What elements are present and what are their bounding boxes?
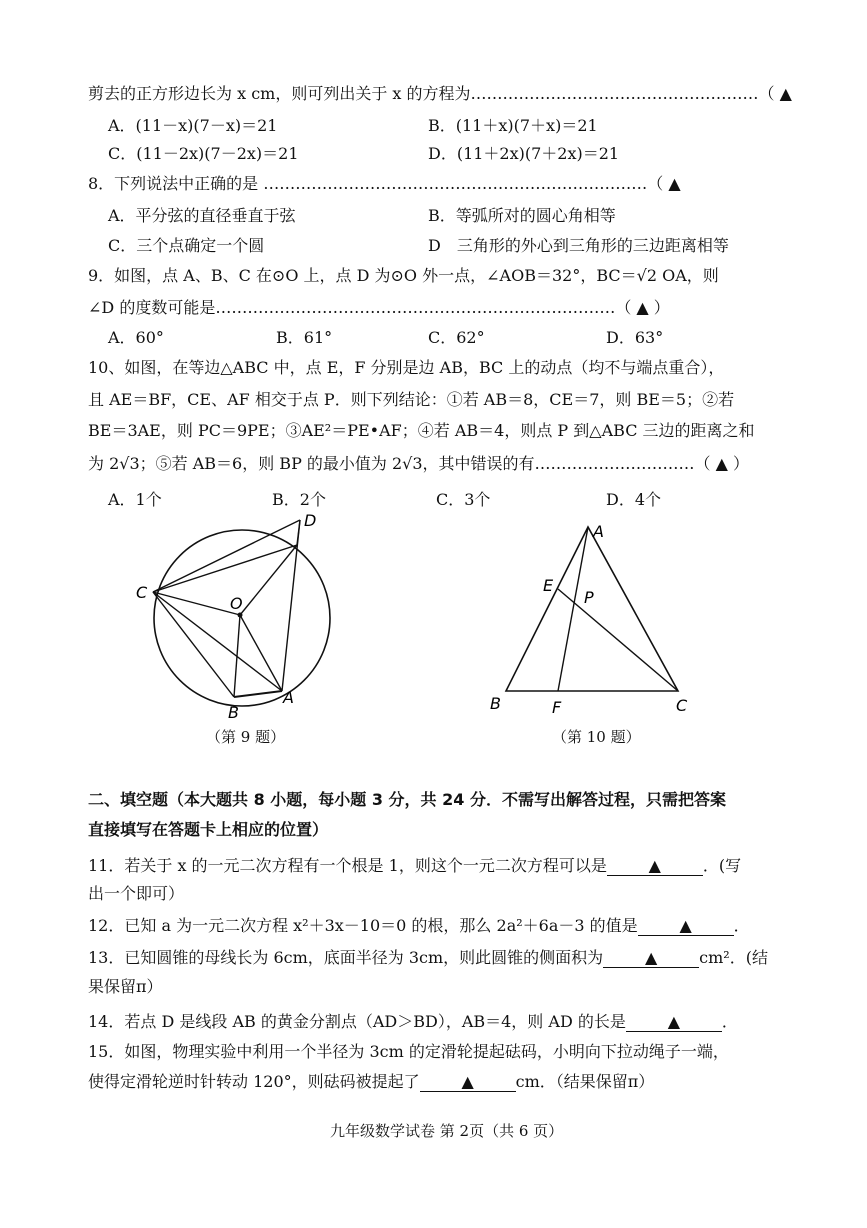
q11-line2: 出一个即可） bbox=[88, 884, 185, 903]
section-2-heading-line2: 直接填写在答题卡上相应的位置） bbox=[88, 820, 329, 839]
label-e: E bbox=[543, 576, 554, 595]
q13-text: 13．已知圆锥的母线长为 6cm，底面半径为 3cm，则此圆锥的侧面积为 bbox=[88, 948, 604, 967]
triangle-abc bbox=[506, 527, 678, 691]
q14 bbox=[88, 1012, 738, 1032]
q7-option-b: B．(11＋x)(7＋x)＝21 bbox=[428, 116, 598, 135]
q8-option-c: C．三个点确定一个圆 bbox=[108, 236, 265, 255]
q11-tail: ．(写 bbox=[702, 856, 742, 875]
label-b: B bbox=[228, 703, 239, 722]
figure-9-caption: （第 9 题） bbox=[206, 728, 286, 746]
q13-line2: 果保留π） bbox=[88, 977, 163, 996]
q13-answer-blank[interactable]: ▲ bbox=[603, 948, 699, 968]
q15-answer-blank[interactable]: ▲ bbox=[420, 1072, 516, 1092]
segment-co bbox=[153, 592, 240, 615]
segment-oa bbox=[240, 615, 282, 691]
segment-o-top bbox=[240, 545, 297, 615]
q7-stem: 剪去的正方形边长为 x cm，则可列出关于 x 的方程为………………………………………………（ ▲ bbox=[88, 84, 792, 103]
q12-tail: ． bbox=[733, 916, 750, 935]
q9-line2: ∠D 的度数可能是…………………………………………………………………（ ▲ ） bbox=[88, 298, 670, 317]
segment-af bbox=[558, 527, 588, 691]
q10-line3: BE＝3AE，则 PC＝9PE；③AE²＝PE•AF；④若 AB＝4，则点 P 到△ABC 三边的距离之和 bbox=[88, 421, 755, 440]
q15-line1: 15．如图，物理实验中利用一个半径为 3cm 的定滑轮提起砝码，小明向下拉动绳子一端， bbox=[88, 1042, 729, 1061]
label-a: A bbox=[283, 688, 294, 707]
q10-line2: 且 AE＝BF，CE、AF 相交于点 P．则下列结论：①若 AB＝8，CE＝7，则 BE＝5；②若 bbox=[88, 390, 735, 409]
label-f: F bbox=[552, 698, 562, 717]
label-p: P bbox=[584, 588, 594, 607]
q10-option-b: B．2个 bbox=[272, 490, 326, 509]
q7-option-a: A．(11－x)(7－x)＝21 bbox=[108, 116, 278, 135]
label-c: C bbox=[136, 583, 148, 602]
q15-text: 使得定滑轮逆时针转动 120°，则砝码被提起了 bbox=[88, 1072, 420, 1091]
q10-line4: 为 2√3；⑤若 AB＝6，则 BP 的最小值为 2√3，其中错误的有…………………………（ ▲ ） bbox=[88, 454, 750, 473]
q13-tail: cm²．(结 bbox=[699, 948, 768, 967]
q9-option-a: A．60° bbox=[108, 328, 164, 347]
figure-10 bbox=[480, 515, 710, 720]
q10-option-c: C．3个 bbox=[436, 490, 491, 509]
q10-option-a: A．1个 bbox=[108, 490, 162, 509]
segment-ce bbox=[558, 589, 678, 691]
figure-10-caption: （第 10 题） bbox=[552, 728, 641, 746]
q10-option-d: D．4个 bbox=[606, 490, 662, 509]
label-d: D bbox=[304, 511, 317, 530]
q15 bbox=[88, 1072, 654, 1092]
label-c: C bbox=[676, 696, 688, 715]
q10-line1: 10、如图，在等边△ABC 中，点 E，F 分别是边 AB，BC 上的动点（均不与端点重合）， bbox=[88, 358, 725, 377]
label-o: O bbox=[230, 594, 243, 613]
q11-text: 11．若关于 x 的一元二次方程有一个根是 1，则这个一元二次方程可以是 bbox=[88, 856, 607, 875]
q7-option-d: D．(11＋2x)(7＋2x)＝21 bbox=[428, 144, 620, 163]
label-a: A bbox=[593, 522, 604, 541]
q12 bbox=[88, 916, 750, 936]
q15-tail: cm．（结果保留π） bbox=[515, 1072, 655, 1091]
figure-9 bbox=[120, 505, 360, 755]
q9-option-d: D．63° bbox=[606, 328, 664, 347]
page-footer: 九年级数学试卷 第 2页（共 6 页） bbox=[330, 1122, 564, 1140]
q8-stem: 8．下列说法中正确的是 ………………………………………………………………（ ▲ bbox=[88, 174, 681, 193]
q8-option-a: A．平分弦的直径垂直于弦 bbox=[108, 206, 296, 225]
q11-answer-blank[interactable]: ▲ bbox=[607, 856, 703, 876]
q7-option-c: C．(11－2x)(7－2x)＝21 bbox=[108, 144, 299, 163]
segment-ba bbox=[234, 691, 282, 697]
q9-option-c: C．62° bbox=[428, 328, 485, 347]
point-o bbox=[238, 613, 243, 618]
q9-line1: 9．如图，点 A、B、C 在⊙O 上，点 D 为⊙O 外一点，∠AOB＝32°，BC＝√2 OA，则 bbox=[88, 266, 719, 285]
q8-option-d: D 三角形的外心到三角形的三边距离相等 bbox=[428, 236, 729, 255]
q9-option-b: B．61° bbox=[276, 328, 333, 347]
label-b: B bbox=[490, 694, 501, 713]
q11 bbox=[88, 856, 741, 876]
q12-answer-blank[interactable]: ▲ bbox=[638, 916, 734, 936]
q14-text: 14．若点 D 是线段 AB 的黄金分割点（AD＞BD），AB＝4，则 AD 的长是 bbox=[88, 1012, 626, 1031]
segment-ob bbox=[234, 615, 240, 697]
section-2-heading-line1: 二、填空题（本大题共 8 小题，每小题 3 分，共 24 分．不需写出解答过程，只需把答案 bbox=[88, 790, 726, 809]
q12-text: 12．已知 a 为一元二次方程 x²＋3x－10＝0 的根，那么 2a²＋6a－3 的值是 bbox=[88, 916, 638, 935]
q8-option-b: B．等弧所对的圆心角相等 bbox=[428, 206, 616, 225]
q13 bbox=[88, 948, 768, 968]
q14-tail: ． bbox=[721, 1012, 738, 1031]
segment-c-top bbox=[153, 545, 297, 592]
q14-answer-blank[interactable]: ▲ bbox=[626, 1012, 722, 1032]
